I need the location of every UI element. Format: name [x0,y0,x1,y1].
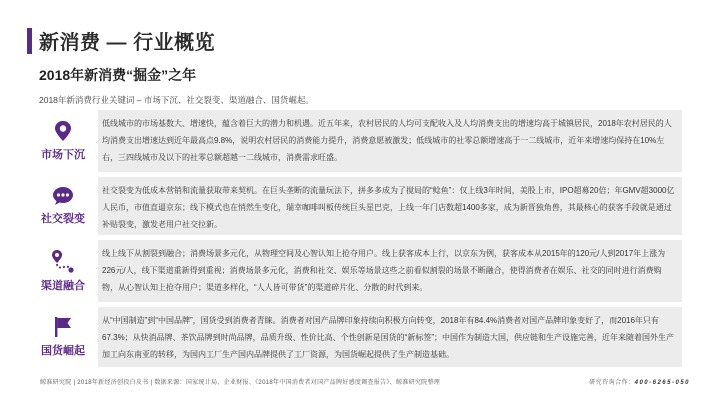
page-subtitle: 2018年新消费“掘金”之年 [39,67,197,83]
row-text: 从“中国制造”到“中国品牌”，国货受到消费者青睐。消费者对国产品牌印象持续向积极方向转变，2018年有84.4%消费者对国产品牌印象变好了，而2016年只有67.3%；从快消品牌、茶饮品牌到时尚品牌，品质升级、性价比高、个性创新是国货的“新标签”；中国作为制造大国，供应链和生产设施完善，近年来随着国外生产加工向东南亚的转移，为国内工厂生产国内品牌提供了工厂资源，为国货崛起提供了生产制造基础。 [98,307,682,367]
row-icon-col [28,177,98,235]
row-label: 国货崛起 [41,345,85,357]
row-domestic-brands [28,307,682,367]
contact-label: 研究咨询合作： [589,380,635,386]
location-pin-icon [53,120,73,146]
row-text: 线上线下从割裂到融合；消费场景多元化，从物理空间及心智认知上抢夺用户。线上获客成本上行，以京东为例，获客成本从2015年的120元/人到2017年上涨为226元/人，线下渠道重新得到重视；消费场景多元化，消费和社交、娱乐等场景这些之前看似割裂的场景不断融合，使得消费者在娱乐、社交的同时进行消费购物，从心智认知上抢夺用户；渠道多样化，“人人皆可带货”的渠道碎片化、分散的时代到来。 [98,240,682,302]
row-icon-col [28,240,98,302]
keywords-line: 2018年新消费行业关键词 – 市场下沉、社交裂变、渠道融合、国货崛起。 [39,95,314,105]
row-icon-col [28,110,98,172]
page-title: 新消费 — 行业概览 [39,32,216,54]
flag-icon [53,316,73,342]
footer-source: 鲸准研究院 | 2018年新经济创投白皮书 | 数据来源：国家统计局、企业财报、《2018年中国消费者对国产品牌好感度调查报告》、鲸准研究院整理 [40,380,441,386]
row-label: 社交裂变 [41,213,85,225]
row-text: 社交裂变为低成本营销和流量获取带来契机。在巨头垄断的流量玩法下，拼多多成为了搅局的“鲶鱼”：仅上线3年时间，美股上市，IPO超募20倍；年GMV超3000亿人民币，市值直逼京东；线下模式也在悄然生变化，瑞幸咖啡叫板传统巨头星巴克，上线一年门店数超1400多家，成为新晋独角兽，其最核心的获客手段就是通过补贴裂变，激发老用户社交拉新。 [98,177,682,235]
contact-phone: 400-6265-050 [634,380,690,386]
row-social-fission [28,177,682,235]
row-label: 市场下沉 [41,149,85,161]
row-market-sinking [28,110,682,172]
row-channel-fusion [28,240,682,302]
route-icon [51,249,75,277]
title-accent-bar [27,28,32,54]
row-icon-col [28,307,98,367]
row-label: 渠道融合 [41,280,85,292]
chat-bubble-icon [52,186,74,210]
footer-contact [589,377,690,386]
row-text: 低线城市的市场基数大、增速快，蕴含着巨大的潜力和机遇。近五年来，农村居民的人均可支配收入及人均消费支出的增速均高于城镇居民，2018年农村居民的人均消费支出增速达到近年最高点9.8%，说明农村居民的消费能力提升，消费意愿被激发；低线城市的社零总额增速高于一二线城市，近年来增速均保持在10%左右，三四线城市及以下的社零总额超越一二线城市，消费需求旺盛。 [98,110,682,172]
